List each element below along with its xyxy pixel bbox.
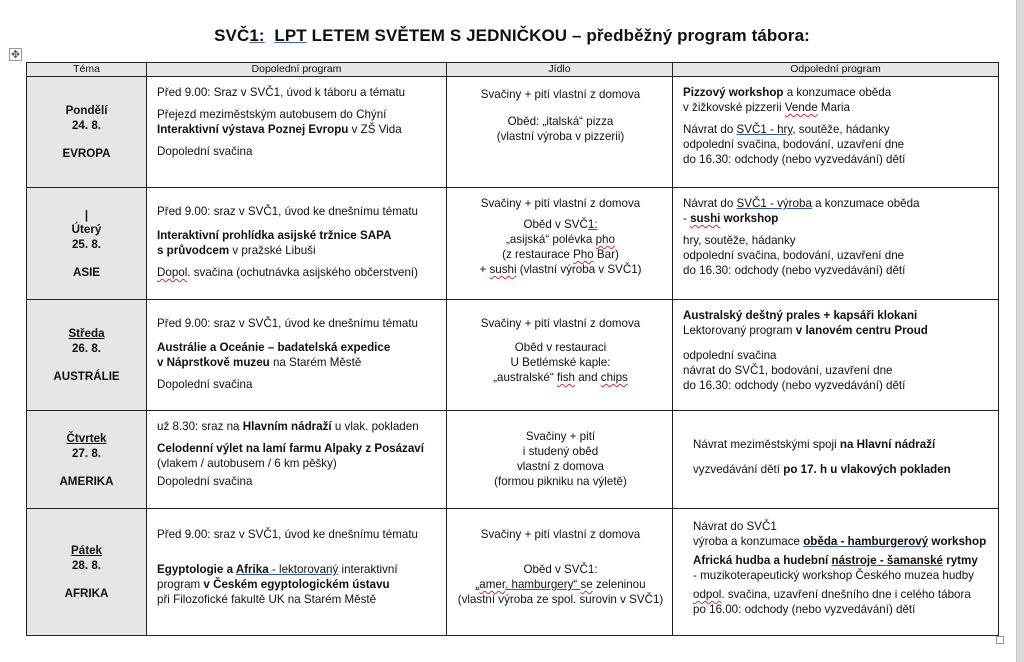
morning-line: Přejezd meziměstským autobusem do Chýní Interaktivní výstava Poznej Evropu v ZŠ Vida	[157, 108, 402, 136]
document-title: SVČ1: LPT LETEM SVĚTEM S JEDNIČKOU – předběžný program tábora:	[214, 26, 810, 45]
day-date: 27. 8.	[71, 446, 101, 460]
afternoon-line: Pizzový workshop a konzumace oběda v žižkovské pizzerii Vende Maria	[683, 86, 892, 114]
food-cell	[447, 77, 673, 188]
day-cell	[27, 411, 147, 509]
day-date: 24. 8.	[71, 119, 101, 132]
morning-line: Před 9.00: Sraz v SVČ1, úvod k táboru a tématu	[157, 86, 406, 99]
morning-cell	[147, 411, 447, 509]
afternoon-line: hry, soutěže, hádanky odpolední svačina, bodování, uzavření dne do 16.30: odchody (nebo vyzvedávání) dětí	[683, 234, 906, 277]
day-theme: EVROPA	[62, 147, 111, 160]
morning-line: Interaktivní prohlídka asijské tržnice SAPA s průvodcem v pražské Libuši	[157, 229, 392, 257]
morning-cell	[147, 188, 447, 300]
food-cell	[447, 411, 673, 509]
afternoon-line: Návrat do SVČ1 - hry, soutěže, hádanky odpolední svačina, bodování, uzavření dne do 16.30: odchody (nebo vyzvedávání) dětí	[683, 123, 906, 166]
program-table	[26, 62, 999, 636]
morning-line: Dopolední svačina	[157, 378, 253, 391]
morning-line: Dopolední svačina	[157, 145, 253, 158]
food-line: Svačiny + pití vlastní z domova	[480, 197, 641, 210]
day-date: 26. 8.	[71, 342, 101, 355]
food-line: Svačiny + pití vlastní z domova	[480, 88, 641, 101]
food-line: Svačiny + pití i studený oběd vlastní z domova (formou pikniku na výletě)	[494, 430, 627, 488]
day-name: Čtvrtek	[66, 431, 107, 445]
morning-cell	[147, 77, 447, 188]
table-row	[27, 300, 999, 411]
day-theme: ASIE	[72, 265, 101, 279]
vertical-scrollbar[interactable]	[1016, 0, 1024, 662]
day-date: 28. 8.	[71, 559, 101, 572]
morning-line: Před 9.00: sraz v SVČ1, úvod ke dnešnímu tématu	[157, 205, 418, 218]
day-date: 25. 8.	[71, 237, 101, 251]
morning-line: Před 9.00: sraz v SVČ1, úvod ke dnešnímu tématu	[157, 528, 418, 541]
day-theme: AFRIKA	[64, 587, 109, 600]
table-header-row	[27, 63, 999, 77]
food-cell	[447, 300, 673, 411]
day-name: Pondělí	[65, 104, 108, 117]
table-row	[27, 509, 999, 636]
morning-line: Celodenní výlet na lamí farmu Alpaky z Posázaví (vlakem / autobusem / 6 km pěšky)	[157, 442, 424, 470]
food-line: Oběd v SVČ1: „amer. hamburgery“ se zeleninou (vlastní výroba ze spol. surovin v SVČ1)	[457, 563, 664, 606]
day-cell	[27, 509, 147, 636]
day-cell	[27, 300, 147, 411]
header-tema: Téma	[27, 63, 147, 77]
day-name: Středa	[68, 327, 105, 340]
morning-cell	[147, 509, 447, 636]
afternoon-line: vyzvedávání dětí po 17. h u vlakových pokladen	[693, 463, 951, 476]
day-cell: | Úterý 25. 8. ASIE	[27, 188, 147, 300]
morning-line: Dopolední svačina	[157, 475, 253, 488]
afternoon-cell	[673, 411, 999, 509]
afternoon-line: Návrat do SVČ1 výroba a konzumace oběda - hamburgerový workshop	[693, 520, 987, 548]
day-name: Pátek	[71, 544, 102, 557]
food-line: Oběd v SVČ1: „asijská“ polévka pho (z restaurace Pho Bar) + sushi (vlastní výroba v SVČ1)	[479, 218, 642, 276]
morning-line: Austrálie a Oceánie – badatelská expedice v Náprstkově muzeu na Starém Městě	[157, 341, 391, 369]
afternoon-cell	[673, 300, 999, 411]
afternoon-cell	[673, 188, 999, 300]
afternoon-cell	[673, 509, 999, 636]
table-row	[27, 188, 999, 300]
table-row	[27, 411, 999, 509]
food-line: Svačiny + pití vlastní z domova	[480, 317, 641, 330]
afternoon-line: Australský deštný prales + kapsáři klokani Lektorovaný program v lanovém centru Proud	[683, 309, 928, 337]
morning-line: už 8.30: sraz na Hlavním nádraží u vlak. pokladen	[157, 420, 419, 433]
afternoon-line: Návrat do SVČ1 - výroba a konzumace oběda - sushi workshop	[683, 197, 920, 225]
header-dopoledni: Dopolední program	[147, 63, 447, 77]
food-line: Oběd: „italská“ pizza (vlastní výroba v pizzerii)	[496, 115, 625, 143]
morning-line: Dopol. svačina (ochutnávka asijského občerstvení)	[157, 266, 419, 279]
food-line: Svačiny + pití vlastní z domova	[480, 528, 641, 541]
table-resize-handle-icon[interactable]	[996, 636, 1004, 644]
table-row	[27, 77, 999, 188]
morning-line: Před 9.00: sraz v SVČ1, úvod ke dnešnímu tématu	[157, 317, 418, 330]
afternoon-line: odpol. svačina, uzavření dnešního dne i celého tábora po 16.00: odchody (nebo vyzvedávání) dětí	[693, 588, 971, 616]
food-cell	[447, 509, 673, 636]
header-odpoledni: Odpolední program	[673, 63, 999, 77]
day-cell	[27, 77, 147, 188]
morning-line: Egyptologie a Afrika - lektorovaný interaktivní program v Českém egyptologickém ústavu při Filozofické fakultě UK na Starém Městě	[157, 563, 398, 606]
food-cell	[447, 188, 673, 300]
food-line: Oběd v restauraci U Betlémské kaple: „australské“ fish and chips	[493, 341, 628, 384]
afternoon-cell	[673, 77, 999, 188]
afternoon-line: Africká hudba a hudební nástroje - šamanské rytmy - muzikoterapeutický workshop Českého muzea hudby	[693, 554, 978, 582]
day-name: Úterý	[71, 222, 102, 236]
header-jidlo: Jídlo	[447, 63, 673, 77]
day-theme: AUSTRÁLIE	[53, 370, 120, 383]
day-theme: AMERIKA	[59, 474, 114, 488]
table-move-handle-icon[interactable]: ✥	[10, 49, 21, 61]
afternoon-line: odpolední svačina návrat do SVČ1, bodování, uzavření dne do 16.30: odchody (nebo vyzvedávání) dětí	[683, 349, 906, 392]
morning-cell	[147, 300, 447, 411]
afternoon-line: Návrat meziměstskými spoji na Hlavní nádraží	[693, 438, 936, 451]
